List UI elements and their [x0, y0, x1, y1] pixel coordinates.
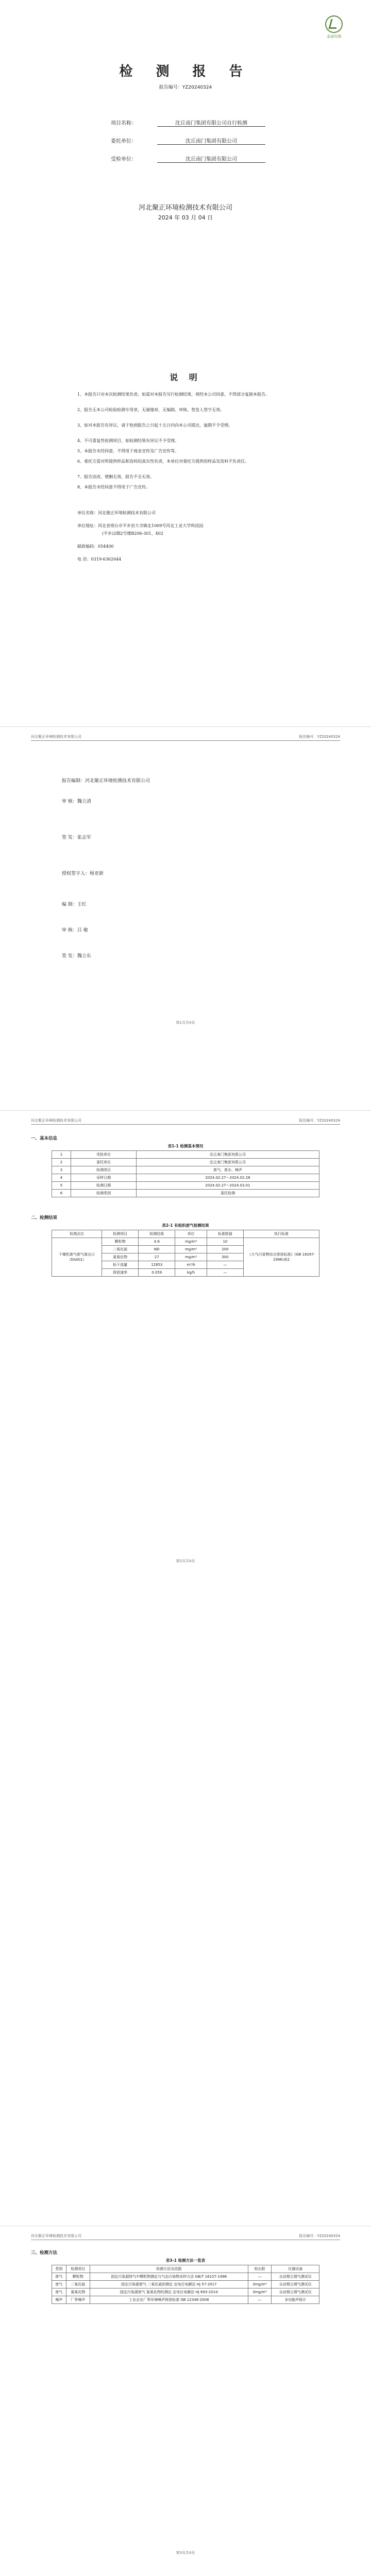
contact-address: 单位地址：河北省邢台市平乡县大寺镇北1009号河北工业大学科技园	[77, 523, 204, 528]
table-caption: 表2-1 有组织废气检测结果	[162, 1223, 209, 1228]
section-results: 二、检测结果	[31, 1215, 58, 1221]
sign-row: 授权签字人：杨亚新	[62, 871, 104, 876]
contact-name: 单位名称：河北聚正环境检测技术有限公司	[77, 511, 156, 515]
note-item: 3、如对本报告有异议，请于收到报告之日起十五日内向本公司提出，逾期不予受理。	[77, 423, 233, 428]
table-row: 4 采样日期 2024.02.27～2024.02.28	[52, 1174, 319, 1182]
methods-page	[0, 2231, 371, 2561]
section-basic: 一、基本信息	[31, 1136, 58, 1141]
page-footer: 第2页共4页	[176, 1559, 195, 1563]
reviewer-row: 签 发：魏立东	[62, 954, 91, 959]
contact-phone: 电 话：0319-6362644	[77, 557, 122, 562]
table-row: 排放速率 0.059 kg/h —	[52, 1269, 319, 1277]
basic-info-table	[52, 1150, 319, 1197]
table-row: 废气 颗粒物 固定污染源排气中颗粒物测定与气态污染物采样方法 GB/T 16157-1996 — 自动烟尘烟气测试仪	[52, 2273, 319, 2281]
table-header-row: 类别 检测项目 检测方法及依据 检出限 仪器设备	[52, 2265, 319, 2273]
company-logo	[319, 15, 348, 39]
note-item: 1、本报告只对本次检测结果负责，如需对本报告另行检测结果，须经本公司同意，不得部分复制本报告。	[77, 392, 270, 397]
page-header: 河北聚正环境检测技术有限公司 报告编号：YZ20240324	[31, 1118, 340, 1125]
cover-date: 2024 年 03 月 04 日	[158, 214, 213, 221]
reviewer-row: 编 制：王红	[62, 902, 87, 907]
note-item: 7、报告涂改、增删无效，报告不全无效。	[77, 474, 155, 479]
cover-page	[0, 0, 371, 371]
sign-page	[0, 732, 371, 1030]
page-divider	[0, 726, 371, 727]
cover-row-client: 委托单位： 沈丘南门集团有限公司	[111, 137, 265, 145]
table-row: 2 委托单位 沈丘南门集团有限公司	[52, 1159, 319, 1166]
page-footer: 第3页共4页	[176, 2551, 195, 2555]
table-row: 3 检测项目 废气、废水、噪声	[52, 1166, 319, 1174]
contact-postcode: 邮政编码：054400	[77, 544, 114, 549]
page-header: 河北聚正环境检测技术有限公司 报告编号：YZ20240324	[31, 2233, 340, 2240]
table-row: 1 受检单位 沈丘南门集团有限公司	[52, 1151, 319, 1159]
table-row: 二氧化硫 ND mg/m³ 200	[52, 1246, 319, 1253]
notes-page	[0, 371, 371, 690]
reviewer-row: 审 核：吕 敏	[62, 928, 88, 933]
table-caption: 表1-1 检测基本情况	[167, 1144, 204, 1148]
cover-company: 河北聚正环境检测技术有限公司	[138, 204, 232, 212]
sign-row: 审 核：魏立清	[62, 799, 91, 804]
basic-info-page	[0, 1115, 371, 1569]
contact-address-2: (平乡)2期2号楼B206-301、402	[102, 531, 163, 536]
notes-title: 说 明	[170, 372, 201, 382]
note-item: 4、不可重复性检测项目，如检测结果有异议不予受理。	[77, 438, 179, 443]
note-item: 5、本报告未经同意，不得用于商业宣传及广告宣传等。	[77, 449, 179, 453]
gas-results-table	[52, 1230, 319, 1277]
page-footer: 第1页共4页	[176, 1021, 195, 1025]
cover-row-inspected: 受检单位： 沈丘南门集团有限公司	[111, 155, 265, 163]
section-method: 三、检测方法	[31, 2250, 58, 2256]
table-row: 废气 二氧化硫 固定污染源废气 二氧化硫的测定 定电位电解法 HJ 57-2017 3mg/m³ 自动烟尘烟气测试仪	[52, 2281, 319, 2289]
note-item: 8、本报告未经同意不得用于广告宣传。	[77, 485, 150, 489]
table-row: 氮氧化物 27 mg/m³ 300	[52, 1253, 319, 1261]
note-item: 2、报告无本公司检验检测专用章，无骑缝章，无编制、审核、签发人签字无效。	[77, 408, 225, 412]
method-table	[52, 2265, 319, 2304]
table-row: 废气 氮氧化物 固定污染源废气 氮氧化物的测定 定电位电解法 HJ 693-2014 3mg/m³ 自动烟尘烟气测试仪	[52, 2289, 319, 2296]
page-divider	[0, 1110, 371, 1111]
sign-row: 签 发：张志军	[62, 835, 91, 840]
table-caption: 表3-1 检测方法一览表	[165, 2258, 206, 2263]
table-header-row: 检测点位 检测项目 检测结果 单位 标准限值 执行标准	[52, 1230, 319, 1238]
table-row: 干燥机废气排气筒出口（DA001） 颗粒物 4.6 mg/m³ 10 《大气污染物综合排放标准》(GB 16297-1996)表2	[52, 1238, 319, 1246]
logo-text: 金诺环测	[327, 35, 341, 39]
table-row: 噪声 厂界噪声 工业企业厂界环境噪声排放标准 GB 12348-2008 — 多功能声级计	[52, 2296, 319, 2304]
table-row: 5 检测日期 2024.02.27～2024.03.01	[52, 1182, 319, 1190]
page-header: 河北聚正环境检测技术有限公司 报告编号：YZ20240324	[31, 734, 340, 741]
note-item: 6、委托方需对所提供样品和资料的真实性负责，本单位对委托方提供的样品及资料不负责任。	[77, 459, 249, 464]
logo-icon	[325, 15, 343, 33]
table-row: 6 检测类别 委托检测	[52, 1190, 319, 1197]
sign-company: 报告编制：河北聚正环境检测技术有限公司	[62, 778, 150, 784]
report-number: 报告编号：YZ20240324	[159, 85, 212, 90]
cover-row-project: 项目名称： 沈丘南门集团有限公司自行检测	[111, 118, 265, 127]
table-row: 标干流量 12853 m³/h —	[52, 1261, 319, 1269]
report-title: 检 测 报 告	[119, 64, 252, 79]
